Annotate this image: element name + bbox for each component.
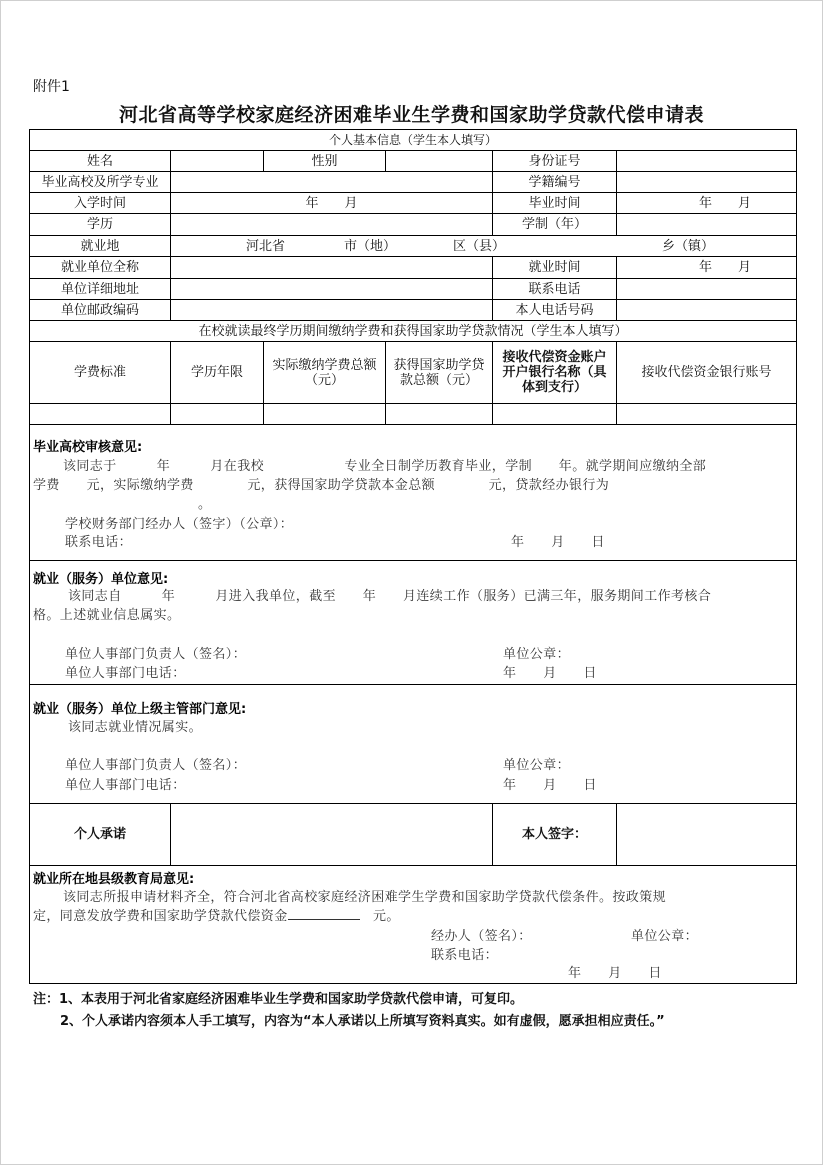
employer-hr-phone: 单位人事部门电话： xyxy=(65,666,186,681)
bank-name-header: 接收代偿资金账户开户银行名称（具体到支行） xyxy=(502,350,607,395)
employer-opinion-line2: 格。上述就业信息属实。 xyxy=(33,608,181,623)
notes xyxy=(33,989,665,1033)
supervisor-hr-phone: 单位人事部门电话： xyxy=(65,778,186,793)
employer-opinion-line1: 该同志自 年 月进入我单位，截至 年 月连续工作（服务）已满三年，服务期间工作考核合 xyxy=(68,589,712,604)
enroll-time-label: 入学时间 xyxy=(73,195,126,211)
postcode-label: 单位邮政编码 xyxy=(60,302,139,318)
school-opinion-heading: 毕业高校审核意见: xyxy=(33,440,143,455)
school-contact-phone: 联系电话： xyxy=(65,535,133,550)
bank-account-field[interactable] xyxy=(617,404,796,424)
employ-time-label: 就业时间 xyxy=(528,260,581,275)
supervisor-opinion-line1: 该同志就业情况属实。 xyxy=(68,720,203,735)
bureau-seal: 单位公章： xyxy=(631,929,699,944)
postcode-field[interactable] xyxy=(171,300,492,320)
bureau-opinion-section xyxy=(33,868,793,980)
supervisor-opinion-date: 年 月 日 xyxy=(503,778,597,793)
school-opinion-line3: 。 xyxy=(198,497,212,512)
supervisor-opinion-section xyxy=(33,698,793,798)
attachment-label: 附件1 xyxy=(33,79,70,95)
employ-time-field[interactable]: 年 月 xyxy=(698,260,751,275)
duration-label: 学制（年） xyxy=(521,217,587,232)
enroll-time-field[interactable]: 年 月 xyxy=(305,195,358,211)
supervisor-opinion-heading: 就业（服务）单位上级主管部门意见: xyxy=(33,702,247,717)
gender-label: 性别 xyxy=(311,153,338,169)
bureau-opinion-line1: 该同志所报申请材料齐全，符合河北省高校家庭经济困难学生学费和国家助学贷款代偿条件。按政策规 xyxy=(63,890,667,905)
employer-hr-head: 单位人事部门负责人（签名）： xyxy=(65,647,247,662)
grad-time-label: 毕业时间 xyxy=(528,195,581,211)
province-text: 河北省 xyxy=(246,238,286,254)
employ-place-label: 就业地 xyxy=(80,238,120,254)
address-label: 单位详细地址 xyxy=(60,281,139,297)
gender-field[interactable] xyxy=(386,151,492,171)
degree-years-header: 学历年限 xyxy=(190,365,243,380)
paid-fee-total-header: 实际缴纳学费总额（元） xyxy=(272,357,377,388)
fees-header: 在校就读最终学历期间缴纳学费和获得国家助学贷款情况（学生本人填写） xyxy=(198,323,628,339)
bank-account-header: 接收代偿资金银行账号 xyxy=(641,365,772,380)
duration-field[interactable] xyxy=(617,214,796,235)
bureau-handler: 经办人（签名）： xyxy=(431,929,532,944)
note-1: 注：1、本表用于河北省家庭经济困难毕业生学费和国家助学贷款代偿申请，可复印。 xyxy=(33,992,524,1007)
city-text: 市（地） xyxy=(344,238,397,254)
bureau-amount-underline[interactable] xyxy=(288,907,360,920)
form-title: 河北省高等学校家庭经济困难毕业生学费和国家助学贷款代偿申请表 xyxy=(118,104,704,126)
contact-phone-field[interactable] xyxy=(617,279,796,299)
loan-total-field[interactable] xyxy=(386,404,492,424)
school-finance-handler: 学校财务部门经办人（签字）（公章）： xyxy=(65,517,294,532)
note-2: 2、个人承诺内容须本人手工填写，内容为“本人承诺以上所填写资料真实。如有虚假，愿承担相应责任。” xyxy=(60,1014,665,1029)
id-number-label: 身份证号 xyxy=(528,153,581,169)
bureau-opinion-heading: 就业所在地县级教育局意见: xyxy=(33,872,195,887)
school-opinion-date: 年 月 日 xyxy=(511,535,605,550)
school-major-label: 毕业高校及所学专业 xyxy=(41,174,159,190)
own-phone-label: 本人电话号码 xyxy=(515,302,594,318)
school-opinion-section xyxy=(33,436,793,556)
employer-seal: 单位公章： xyxy=(503,647,571,662)
loan-total-header: 获得国家助学贷款总额（元） xyxy=(393,357,485,388)
district-text: 区（县） xyxy=(453,238,506,254)
fee-standard-header: 学费标准 xyxy=(73,365,126,380)
supervisor-seal: 单位公章： xyxy=(503,758,571,773)
bureau-opinion-line2-text: 定，同意发放学费和国家助学贷款代偿资金 xyxy=(33,909,288,924)
pledge-sign-field[interactable] xyxy=(617,804,796,865)
employer-opinion-heading: 就业（服务）单位意见: xyxy=(33,572,169,587)
town-text: 乡（镇） xyxy=(662,238,715,254)
bureau-opinion-line2 xyxy=(33,905,400,924)
degree-label: 学历 xyxy=(86,217,113,232)
school-opinion-line1: 该同志于 年 月在我校 专业全日制学历教育毕业，学制 年。就学期间应缴纳全部 xyxy=(63,459,707,474)
bureau-contact-phone: 联系电话： xyxy=(431,948,499,963)
own-phone-field[interactable] xyxy=(617,300,796,320)
employer-opinion-section xyxy=(33,568,793,680)
basic-info-header: 个人基本信息（学生本人填写） xyxy=(328,132,497,147)
id-number-field[interactable] xyxy=(617,151,796,171)
name-label: 姓名 xyxy=(86,153,113,169)
school-opinion-line2: 学费 元，实际缴纳学费 元，获得国家助学贷款本金总额 元，贷款经办银行为 xyxy=(33,478,610,493)
bank-name-field[interactable] xyxy=(493,404,616,424)
degree-field[interactable] xyxy=(171,214,492,235)
student-number-field[interactable] xyxy=(617,172,796,192)
paid-fee-total-field[interactable] xyxy=(264,404,385,424)
grad-time-field[interactable]: 年 月 xyxy=(698,195,751,211)
address-field[interactable] xyxy=(171,279,492,299)
pledge-sign-label: 本人签字： xyxy=(521,827,587,842)
employer-field[interactable] xyxy=(171,257,492,278)
bureau-amount-unit: 元。 xyxy=(359,909,400,924)
school-major-field[interactable] xyxy=(171,172,492,192)
pledge-label: 个人承诺 xyxy=(73,827,126,842)
employer-opinion-date: 年 月 日 xyxy=(503,666,597,681)
student-number-label: 学籍编号 xyxy=(528,174,581,190)
employer-label: 就业单位全称 xyxy=(60,260,139,275)
supervisor-hr-head: 单位人事部门负责人（签名）： xyxy=(65,758,247,773)
fee-standard-field[interactable] xyxy=(30,404,170,424)
pledge-field[interactable] xyxy=(171,804,492,865)
bureau-opinion-date: 年 月 日 xyxy=(568,966,662,981)
name-field[interactable] xyxy=(171,151,263,171)
contact-phone-label: 联系电话 xyxy=(528,281,581,297)
degree-years-field[interactable] xyxy=(171,404,263,424)
